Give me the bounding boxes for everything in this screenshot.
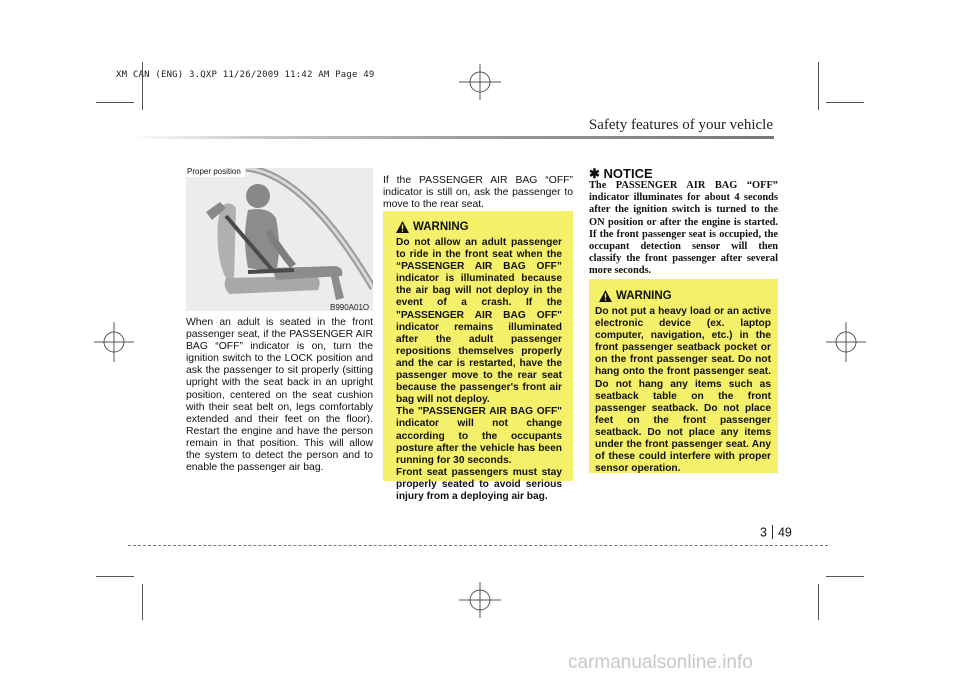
seated-passenger-illustration [186,168,373,311]
figure-illustration [186,168,373,311]
warning-box [589,279,778,473]
crop-mark [826,576,864,577]
crop-mark [818,62,819,110]
warning-box [383,211,573,502]
figure-id: B990A01O [330,303,370,312]
section-title: Safety features of your vehicle [588,117,773,133]
figure-caption: Proper position [186,167,245,177]
warning-body: Do not put a heavy load or an active electronic device (ex. laptop computer, navigation, etc.) in the front passenger seatback pocket or on the front passenger seat. Do not hang onto the front passenger seat. Do not hang any items such as seatback table on the front passenger seatback. Do not place feet on the front passenger seatback. Do not place any items under the front passenger seat. Any of these could interfere with proper sensor operation. [595,306,771,475]
crop-mark [826,102,864,103]
notice-body: The PASSENGER AIR BAG “OFF” indicator illuminates for about 4 seconds after the ignition switch is turned to the ON position or after the engine is started. If the front passenger seat is occupied, the occupant detection sensor will then classify the front passenger after several more seconds. [589,180,778,277]
print-slug: XM CAN (ENG) 3.QXP 11/26/2009 11:42 AM Page 49 [116,70,375,80]
footer-rule [128,545,828,546]
registration-mark-icon [824,320,868,364]
crop-mark [96,576,134,577]
chapter-number: 3 [760,525,767,540]
crop-mark [142,584,143,620]
warning-header [599,290,672,302]
header-rule [128,136,774,139]
page-number [760,525,792,541]
watermark: carmanualsonline.info [568,652,753,673]
crop-mark [818,584,819,620]
registration-mark-icon [455,580,505,620]
warning-title: WARNING [616,290,672,302]
body-paragraph: When an adult is seated in the front passenger seat, if the PASSENGER AIR BAG “OFF” indicator is on, turn the ignition switch to the LOCK position and ask the passenger to sit properly (sitting upright with the seat back in an upright position, centered on the seat cushion with their seat belt on, legs comfortably extended and their feet on the floor). Restart the engine and have the person remain in that position. This will allow the system to detect the person and to enable the passenger air bag. [186,317,373,474]
registration-mark-icon [92,320,136,364]
notice-symbol-icon: ✱ [589,166,600,181]
warning-triangle-icon [599,290,612,302]
warning-title: WARNING [413,221,469,233]
warning-triangle-icon [396,221,409,233]
registration-mark-icon [455,62,505,102]
page-number-value: 49 [777,525,792,540]
body-paragraph: If the PASSENGER AIR BAG “OFF” indicator is still on, ask the passenger to move to the rear seat. [383,175,573,211]
warning-header [396,221,469,233]
notice-title-text: NOTICE [603,166,653,181]
crop-mark [96,102,134,103]
warning-body: Do not allow an adult passenger to ride in the front seat when the “PASSENGER AIR BAG OFF” indicator is illuminated because the air bag will not deploy in the event of a crash. If the "PASSENGER AIR BAG OFF" indicator remains illuminated after the adult passenger repositions themselves properly and the car is restarted, have the passenger move to the rear seat because the passenger's front air bag will not deploy. The "PASSENGER AIR BAG OFF" indicator will not change according to the occupants posture after the vehicle has been running for 30 seconds. Front seat passengers must stay properly seated to avoid serious injury from a deploying air bag. [396,237,562,502]
page-number-divider [772,525,773,539]
